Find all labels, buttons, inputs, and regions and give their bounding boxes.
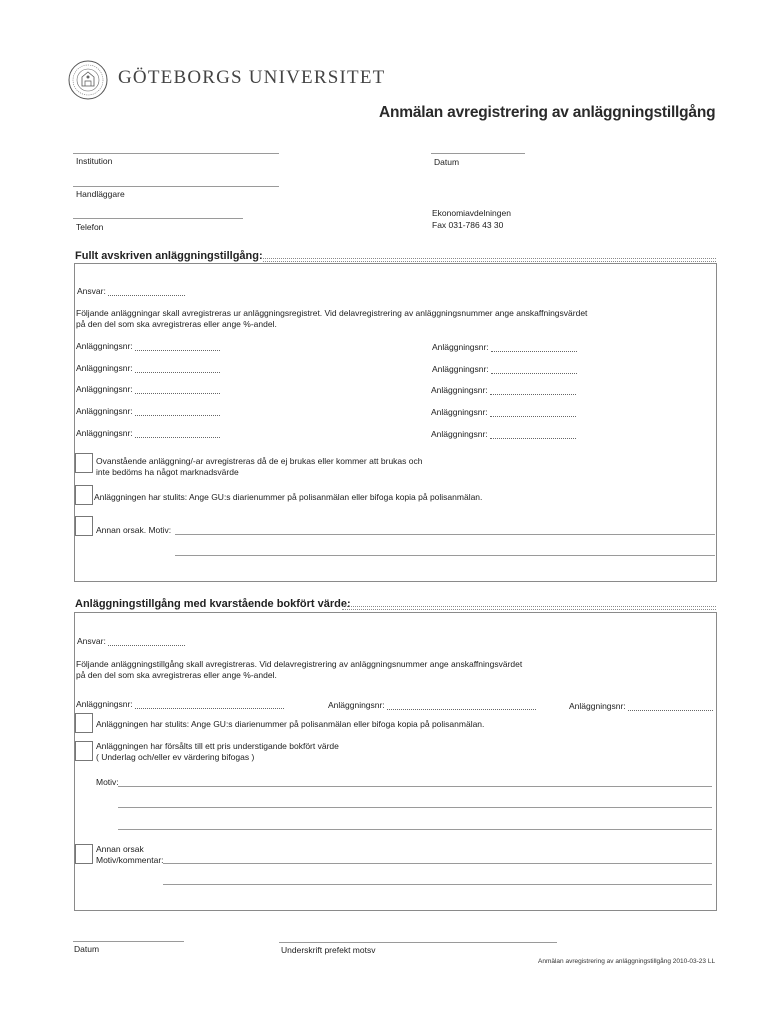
asset-input[interactable] [491,343,577,352]
section1-ansvar-label: Ansvar: [77,286,106,296]
datum-line[interactable] [431,153,525,154]
institution-label: Institution [76,156,113,166]
section1-instruction-2: på den del som ska avregistreras eller ange %-andel. [76,319,277,329]
asset-label: Anläggningsnr: [569,701,626,711]
section2-motiv-label: Motiv: [96,777,119,787]
section2-comment-line-1[interactable] [163,863,712,864]
asset-input[interactable] [490,386,576,395]
footer-doc-ref: Anmälan avregistrering av anläggningstillgång 2010-03-23 LL [538,958,716,965]
section2-motiv-line-3[interactable] [118,829,712,830]
asset-label: Anläggningsnr: [432,342,489,352]
section1-asset-right-2[interactable] [432,364,577,374]
section1-checkbox-stolen[interactable] [75,485,93,505]
asset-input[interactable] [135,700,284,709]
asset-label: Anläggningsnr: [431,407,488,417]
section1-asset-right-4[interactable] [431,407,576,417]
section2-comment-line-2[interactable] [163,884,712,885]
asset-input[interactable] [490,430,576,439]
section2-option1: Anläggningen har stulits: Ange GU:s diarienummer på polisanmälan eller bifoga kopia på polisanmälan. [96,719,485,729]
section2-option2-line1: Anläggningen har försålts till ett pris understigande bokfört värde [96,741,339,751]
section2-instruction-2: på den del som ska avregistreras eller ange %-andel. [76,670,277,680]
asset-label: Anläggningsnr: [76,341,133,351]
section2-rule [342,606,716,610]
section2-checkbox-sold[interactable] [75,741,93,761]
university-seal-logo [68,60,108,100]
section1-motiv-line-1[interactable] [175,534,715,535]
section2-asset-1[interactable] [76,699,284,709]
section2-instruction-1: Följande anläggningstillgång skall avregistreras. Vid delavregistrering av anläggningsnummer ange anskaffningsvärdet [76,659,523,669]
section2-option3-line1: Annan orsak [96,844,144,854]
section2-ansvar-field[interactable] [77,636,185,646]
section1-asset-left-1[interactable] [76,341,220,351]
footer-datum-line[interactable] [73,941,184,942]
section2-motiv-line-2[interactable] [118,807,712,808]
section2-ansvar-label: Ansvar: [77,636,106,646]
asset-label: Anläggningsnr: [431,385,488,395]
asset-label: Anläggningsnr: [76,406,133,416]
footer-datum-label: Datum [74,944,100,954]
university-name: GÖTEBORGS UNIVERSITET [118,67,386,88]
section1-option2: Anläggningen har stulits: Ange GU:s diarienummer på polisanmälan eller bifoga kopia på polisanmälan. [94,492,483,502]
footer-signature-line[interactable] [279,942,557,943]
section2-asset-3[interactable] [569,701,713,711]
section1-option1-line1: Ovanstående anläggning/-ar avregistreras då de ej brukas eller kommer att brukas och [96,456,423,466]
section2-checkbox-other[interactable] [75,844,93,864]
asset-input[interactable] [387,701,536,710]
asset-input[interactable] [628,702,713,711]
section2-motiv-line-1[interactable] [118,786,712,787]
telefon-line[interactable] [73,218,243,219]
footer-signature-label: Underskrift prefekt motsv [281,945,376,955]
section2-ansvar-input[interactable] [108,637,185,646]
asset-label: Anläggningsnr: [76,363,133,373]
institution-line[interactable] [73,153,279,154]
section1-asset-right-5[interactable] [431,429,576,439]
asset-label: Anläggningsnr: [431,429,488,439]
asset-label: Anläggningsnr: [76,384,133,394]
section1-ansvar-field[interactable] [77,286,185,296]
section2-asset-2[interactable] [328,700,536,710]
section2-option2-line2: ( Underlag och/eller ev värdering bifogas ) [96,752,255,762]
datum-label: Datum [434,157,460,167]
asset-input[interactable] [491,365,577,374]
handlaggare-label: Handläggare [76,189,125,199]
section1-instruction-1: Följande anläggningar skall avregistreras ur anläggningsregistret. Vid delavregistrering av anläggningsnummer ange anskaffningsvärdet [76,308,588,318]
seal-icon [68,60,108,100]
asset-input[interactable] [135,407,220,416]
asset-label: Anläggningsnr: [328,700,385,710]
section1-rule [263,258,716,262]
section1-motiv-line-2[interactable] [175,555,715,556]
section1-checkbox-other[interactable] [75,516,93,536]
section1-asset-left-2[interactable] [76,363,220,373]
section1-title: Fullt avskriven anläggningstillgång: [75,250,263,262]
section2-option3-line2: Motiv/kommentar: [96,855,164,865]
section1-asset-right-3[interactable] [431,385,576,395]
asset-input[interactable] [135,385,220,394]
section1-option3: Annan orsak. Motiv: [96,525,172,535]
section1-asset-left-4[interactable] [76,406,220,416]
asset-label: Anläggningsnr: [76,699,133,709]
asset-label: Anläggningsnr: [76,428,133,438]
telefon-label: Telefon [76,222,104,232]
section1-checkbox-unused[interactable] [75,453,93,473]
asset-input[interactable] [490,408,576,417]
section1-ansvar-input[interactable] [108,287,185,296]
asset-label: Anläggningsnr: [432,364,489,374]
form-title: Anmälan avregistrering av anläggningstillgång [379,104,716,121]
ekonomi-dept: Ekonomiavdelningen [432,208,511,218]
asset-input[interactable] [135,429,220,438]
section1-asset-right-1[interactable] [432,342,577,352]
section1-asset-left-3[interactable] [76,384,220,394]
section1-asset-left-5[interactable] [76,428,220,438]
section2-checkbox-stolen[interactable] [75,713,93,733]
asset-input[interactable] [135,364,220,373]
asset-input[interactable] [135,342,220,351]
section2-title: Anläggningstillgång med kvarstående bokfört värde: [75,598,351,610]
section1-option1-line2: inte bedöms ha något marknadsvärde [96,467,239,477]
fax-number: Fax 031-786 43 30 [432,220,504,230]
handlaggare-line[interactable] [73,186,279,187]
